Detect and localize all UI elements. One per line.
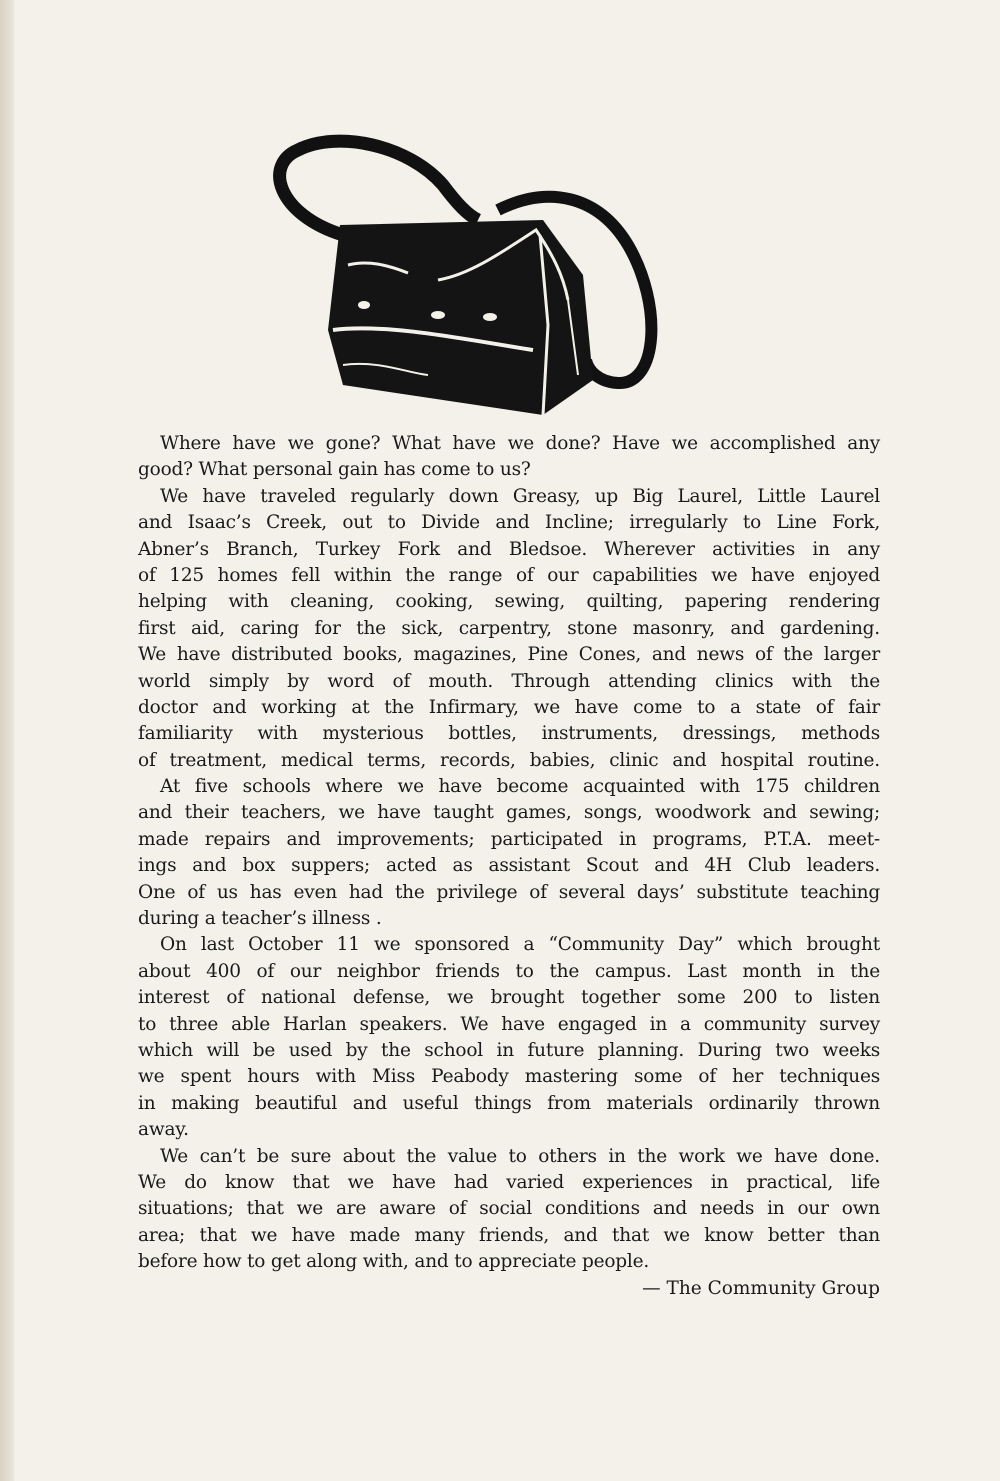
text-line: We have traveled regularly down Greasy, up Big Laurel, Little Laurel: [160, 485, 880, 507]
text-line: we spent hours with Miss Peabody mastering some of her techniques: [138, 1066, 880, 1088]
text-line: before how to get along with, and to appreciate people.: [138, 1251, 650, 1273]
text-line: situations; that we are aware of social conditions and needs in our own: [138, 1198, 880, 1220]
text-line: away.: [138, 1119, 189, 1141]
text-line: to three able Harlan speakers. We have engaged in a community survey: [138, 1013, 880, 1035]
paragraph: [138, 484, 880, 774]
text-line: We have distributed books, magazines, Pine Cones, and news of the larger: [138, 644, 880, 666]
text-line: and their teachers, we have taught games, songs, woodwork and sewing;: [138, 802, 880, 824]
text-line: ings and box suppers; acted as assistant Scout and 4H Club leaders.: [138, 855, 880, 877]
page-edge: [0, 0, 14, 1481]
text-line: good? What personal gain has come to us?: [138, 459, 531, 481]
text-line: which will be used by the school in future planning. During two weeks: [138, 1039, 880, 1061]
text-line: At five schools where we have become acquainted with 175 children: [160, 776, 880, 798]
text-line: Where have we gone? What have we done? Have we accomplished any: [160, 433, 880, 454]
text-line: We can’t be sure about the value to others in the work we have done.: [160, 1145, 880, 1167]
paragraph: [138, 774, 880, 932]
text-line: first aid, caring for the sick, carpentry, stone masonry, and gardening.: [138, 617, 880, 639]
text-line: of treatment, medical terms, records, babies, clinic and hospital routine.: [138, 749, 880, 771]
text-line: interest of national defense, we brought together some 200 to listen: [138, 987, 880, 1009]
paragraph: [138, 1144, 880, 1276]
text-line: area; that we have made many friends, and that we know better than: [138, 1224, 880, 1246]
text-line: We do know that we have had varied experiences in practical, life: [138, 1171, 880, 1193]
text-line: One of us has even had the privilege of several days’ substitute teaching: [138, 881, 880, 903]
text-line: On last October 11 we sponsored a “Community Day” which brought: [160, 934, 880, 956]
text-line: of 125 homes fell within the range of our capabilities we have enjoyed: [138, 564, 880, 586]
signature: — The Community Group: [642, 1277, 880, 1299]
paragraph: [138, 431, 880, 484]
paragraph: [138, 932, 880, 1143]
text-line: and Isaac’s Creek, out to Divide and Incline; irregularly to Line Fork,: [138, 512, 880, 534]
text-line: doctor and working at the Infirmary, we have come to a state of fair: [138, 696, 880, 718]
text-line: during a teacher’s illness .: [138, 908, 382, 930]
text-line: in making beautiful and useful things from materials ordinarily thrown: [138, 1092, 880, 1114]
text-line: familiarity with mysterious bottles, instruments, dressings, methods: [138, 723, 880, 745]
text-line: made repairs and improvements; participated in programs, P.T.A. meet-: [138, 828, 880, 850]
text-line: about 400 of our neighbor friends to the campus. Last month in the: [138, 960, 880, 982]
handbag-illustration: [268, 125, 668, 425]
article-body: [138, 431, 880, 1302]
text-line: helping with cleaning, cooking, sewing, quilting, papering rendering: [138, 591, 880, 613]
text-line: Abner’s Branch, Turkey Fork and Bledsoe. Wherever activities in any: [138, 538, 880, 560]
text-line: world simply by word of mouth. Through attending clinics with the: [138, 670, 880, 692]
